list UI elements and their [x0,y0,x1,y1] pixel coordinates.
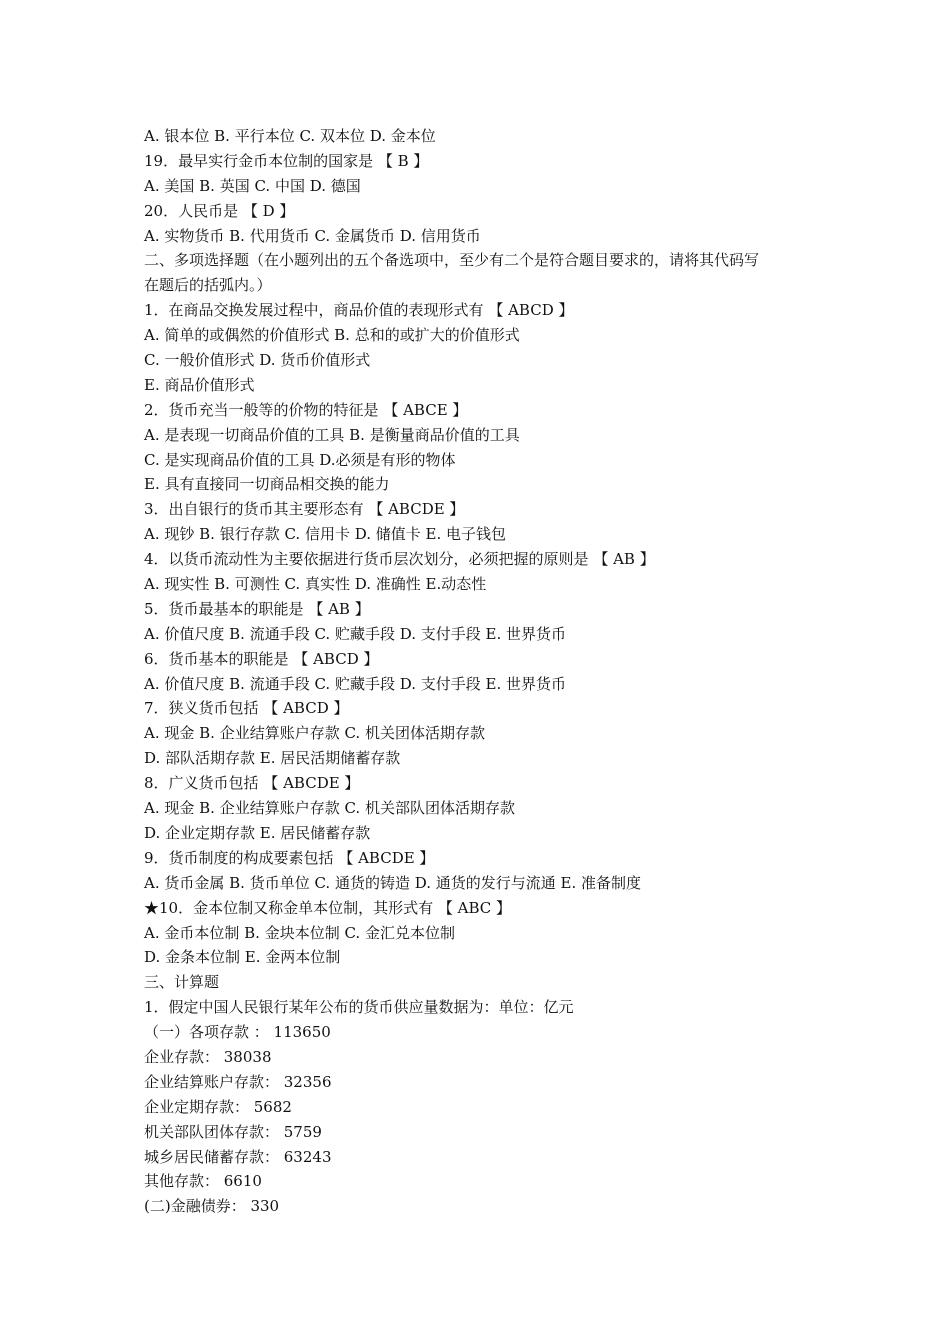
text-line: 城乡居民储蓄存款： 63243 [144,1147,332,1166]
text-line: A. 现金 B. 企业结算账户存款 C. 机关部队团体活期存款 [144,799,515,818]
text-line: E. 商品价值形式 [144,375,255,394]
text-line: 2．货币充当一般等的价物的特征是 【 ABCE 】 [144,400,468,419]
text-line: 1．假定中国人民银行某年公布的货币供应量数据为：单位：亿元 [144,998,574,1017]
text-line: 8．广义货币包括 【 ABCDE 】 [144,774,360,793]
text-line: A. 价值尺度 B. 流通手段 C. 贮藏手段 D. 支付手段 E. 世界货币 [144,624,566,643]
text-line: A. 银本位 B. 平行本位 C. 双本位 D. 金本位 [144,127,436,145]
text-line: 在题后的括弧内。） [144,276,272,295]
text-line: 3．出自银行的货币其主要形态有 【 ABCDE 】 [144,500,465,519]
text-line: A. 价值尺度 B. 流通手段 C. 贮藏手段 D. 支付手段 E. 世界货币 [144,674,566,693]
text-line: D. 部队活期存款 E. 居民活期储蓄存款 [144,749,401,768]
text-line: 20．人民币是 【 D 】 [144,201,295,220]
text-line: 机关部队团体存款： 5759 [144,1122,322,1141]
text-line: 4．以货币流动性为主要依据进行货币层次划分，必须把握的原则是 【 AB 】 [144,550,655,569]
text-line: E. 具有直接同一切商品相交换的能力 [144,475,390,494]
text-line: A. 简单的或偶然的价值形式 B. 总和的或扩大的价值形式 [144,326,520,345]
text-line: 5．货币最基本的职能是 【 AB 】 [144,599,370,618]
text-line: A. 金币本位制 B. 金块本位制 C. 金汇兑本位制 [144,923,455,942]
text-line: A. 现实性 B. 可测性 C. 真实性 D. 准确性 E.动态性 [144,575,487,594]
text-line: 二、多项选择题（在小题列出的五个备选项中，至少有二个是符合题目要求的，请将其代码写 [144,251,760,270]
text-line: 19．最早实行金币本位制的国家是 【 B 】 [144,151,429,170]
text-line: 企业定期存款： 5682 [144,1097,292,1116]
text-line: 其他存款： 6610 [144,1172,262,1191]
text-line: 企业结算账户存款： 32356 [144,1072,332,1091]
text-line: C. 是实现商品价值的工具 D.必须是有形的物体 [144,450,456,469]
text-line: 企业存款： 38038 [144,1047,272,1066]
text-line: A. 美国 B. 英国 C. 中国 D. 德国 [144,176,361,195]
text-line: (二)金融债券： 330 [144,1197,280,1216]
text-line: A. 是表现一切商品价值的工具 B. 是衡量商品价值的工具 [144,425,520,444]
text-line: ★10．金本位制又称金单本位制，其形式有 【 ABC 】 [144,898,512,917]
text-line: A. 现金 B. 企业结算账户存款 C. 机关团体活期存款 [144,724,485,743]
document-page [144,124,844,1219]
text-line: 6．货币基本的职能是 【 ABCD 】 [144,649,379,668]
text-line: 7．狭义货币包括 【 ABCD 】 [144,699,349,718]
text-line: 9．货币制度的构成要素包括 【 ABCDE 】 [144,848,435,867]
text-line: A. 现钞 B. 银行存款 C. 信用卡 D. 储值卡 E. 电子钱包 [144,525,506,544]
text-line: A. 货币金属 B. 货币单位 C. 通货的铸造 D. 通货的发行与流通 E. 准备制度 [144,873,641,892]
text-line: C. 一般价值形式 D. 货币价值形式 [144,351,371,370]
text-line: D. 企业定期存款 E. 居民储蓄存款 [144,823,371,842]
text-line: D. 金条本位制 E. 金两本位制 [144,948,341,967]
text-line: 1．在商品交换发展过程中，商品价值的表现形式有 【 ABCD 】 [144,301,574,320]
text-line: A. 实物货币 B. 代用货币 C. 金属货币 D. 信用货币 [144,226,481,245]
text-line: 三、计算题 [144,973,220,992]
text-line: （一）各项存款 ： 113650 [144,1023,331,1042]
